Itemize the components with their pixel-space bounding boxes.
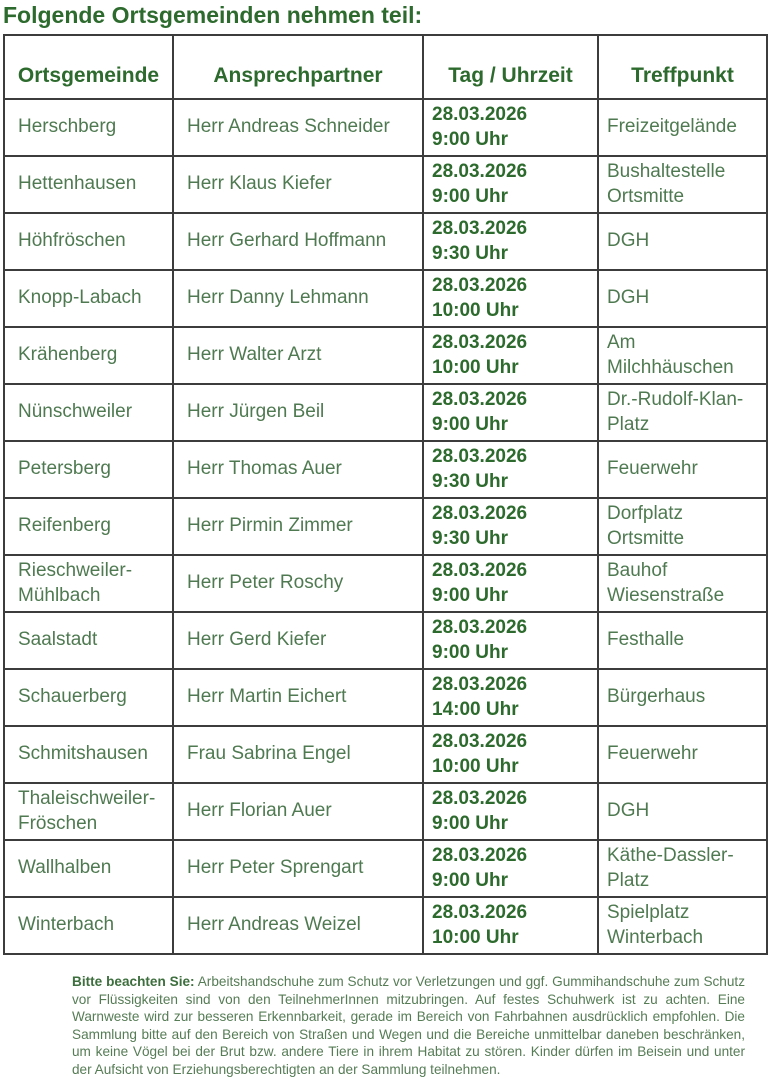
cell-ortsgemeinde: Petersberg [4, 441, 173, 498]
time-line: 9:00 Uhr [432, 185, 509, 207]
table-row [4, 213, 767, 270]
time-line: 10:00 Uhr [432, 299, 519, 321]
table-row [4, 555, 767, 612]
table-row [4, 783, 767, 840]
cell-ansprechpartner: Herr Andreas Weizel [173, 897, 423, 954]
cell-ortsgemeinde: Schauerberg [4, 669, 173, 726]
cell-ortsgemeinde: Hettenhausen [4, 156, 173, 213]
table-header-row [4, 35, 767, 99]
cell-treffpunkt: Dorfplatz Ortsmitte [598, 498, 767, 555]
date-line: 28.03.2026 [432, 389, 528, 410]
footnote-label: Bitte beachten Sie: [72, 974, 195, 989]
table-row [4, 897, 767, 954]
cell-tag-uhrzeit [423, 669, 598, 726]
table-row [4, 612, 767, 669]
cell-treffpunkt: Spielplatz Winterbach [598, 897, 767, 954]
cell-ansprechpartner: Herr Peter Roschy [173, 555, 423, 612]
cell-tag-uhrzeit [423, 156, 598, 213]
cell-ansprechpartner: Herr Florian Auer [173, 783, 423, 840]
date-line: 28.03.2026 [432, 617, 528, 638]
cell-treffpunkt: Freizeitgelände [598, 99, 767, 156]
cell-ansprechpartner: Herr Walter Arzt [173, 327, 423, 384]
cell-treffpunkt: Feuerwehr [598, 726, 767, 783]
cell-ansprechpartner: Herr Pirmin Zimmer [173, 498, 423, 555]
cell-ortsgemeinde: Herschberg [4, 99, 173, 156]
cell-ansprechpartner: Herr Thomas Auer [173, 441, 423, 498]
table-row [4, 669, 767, 726]
column-header: Ortsgemeinde [4, 35, 173, 99]
date-line: 28.03.2026 [432, 902, 528, 923]
cell-treffpunkt: Käthe-Dassler-Platz [598, 840, 767, 897]
date-line: 28.03.2026 [432, 503, 528, 524]
column-header: Tag / Uhrzeit [423, 35, 598, 99]
cell-treffpunkt: Am Milchhäuschen [598, 327, 767, 384]
cell-treffpunkt: DGH [598, 270, 767, 327]
cell-ortsgemeinde: Nünschweiler [4, 384, 173, 441]
cell-treffpunkt: Bauhof Wiesenstraße [598, 555, 767, 612]
date-line: 28.03.2026 [432, 332, 528, 353]
table-row [4, 270, 767, 327]
cell-ortsgemeinde: Saalstadt [4, 612, 173, 669]
cell-ortsgemeinde: Thaleischweiler-Fröschen [4, 783, 173, 840]
time-line: 9:00 Uhr [432, 413, 509, 435]
cell-tag-uhrzeit [423, 213, 598, 270]
cell-ansprechpartner: Herr Gerd Kiefer [173, 612, 423, 669]
cell-ortsgemeinde: Höhfröschen [4, 213, 173, 270]
cell-tag-uhrzeit [423, 783, 598, 840]
date-line: 28.03.2026 [432, 446, 528, 467]
date-line: 28.03.2026 [432, 731, 528, 752]
date-line: 28.03.2026 [432, 104, 528, 125]
table-row [4, 156, 767, 213]
cell-ansprechpartner: Herr Peter Sprengart [173, 840, 423, 897]
time-line: 9:00 Uhr [432, 128, 509, 150]
cell-tag-uhrzeit [423, 441, 598, 498]
table-row [4, 441, 767, 498]
cell-treffpunkt: Feuerwehr [598, 441, 767, 498]
cell-tag-uhrzeit [423, 612, 598, 669]
cell-ansprechpartner: Herr Gerhard Hoffmann [173, 213, 423, 270]
cell-treffpunkt: DGH [598, 213, 767, 270]
table-row [4, 327, 767, 384]
date-line: 28.03.2026 [432, 161, 528, 182]
date-line: 28.03.2026 [432, 218, 528, 239]
cell-ansprechpartner: Herr Jürgen Beil [173, 384, 423, 441]
time-line: 9:30 Uhr [432, 527, 509, 549]
date-line: 28.03.2026 [432, 845, 528, 866]
cell-treffpunkt: Bushaltestelle Ortsmitte [598, 156, 767, 213]
time-line: 9:30 Uhr [432, 242, 509, 264]
cell-ortsgemeinde: Reifenberg [4, 498, 173, 555]
date-line: 28.03.2026 [432, 788, 528, 809]
cell-tag-uhrzeit [423, 897, 598, 954]
time-line: 9:00 Uhr [432, 869, 509, 891]
cell-tag-uhrzeit [423, 99, 598, 156]
cell-treffpunkt: Dr.-Rudolf-Klan-Platz [598, 384, 767, 441]
table-row [4, 726, 767, 783]
time-line: 9:00 Uhr [432, 641, 509, 663]
cell-tag-uhrzeit [423, 555, 598, 612]
time-line: 9:30 Uhr [432, 470, 509, 492]
footnote [72, 973, 745, 1079]
cell-ortsgemeinde: Schmitshausen [4, 726, 173, 783]
date-line: 28.03.2026 [432, 275, 528, 296]
time-line: 14:00 Uhr [432, 698, 519, 720]
cell-ansprechpartner: Herr Martin Eichert [173, 669, 423, 726]
page-title: Folgende Ortsgemeinden nehmen teil: [3, 2, 423, 28]
cell-ortsgemeinde: Rieschweiler-Mühlbach [4, 555, 173, 612]
date-line: 28.03.2026 [432, 560, 528, 581]
table-row [4, 498, 767, 555]
time-line: 10:00 Uhr [432, 356, 519, 378]
table-row [4, 840, 767, 897]
cell-tag-uhrzeit [423, 498, 598, 555]
cell-tag-uhrzeit [423, 384, 598, 441]
time-line: 10:00 Uhr [432, 755, 519, 777]
time-line: 9:00 Uhr [432, 584, 509, 606]
cell-treffpunkt: DGH [598, 783, 767, 840]
date-line: 28.03.2026 [432, 674, 528, 695]
cell-ortsgemeinde: Krähenberg [4, 327, 173, 384]
cell-ortsgemeinde: Winterbach [4, 897, 173, 954]
time-line: 9:00 Uhr [432, 812, 509, 834]
cell-ansprechpartner: Frau Sabrina Engel [173, 726, 423, 783]
cell-ansprechpartner: Herr Danny Lehmann [173, 270, 423, 327]
cell-tag-uhrzeit [423, 726, 598, 783]
cell-ansprechpartner: Herr Klaus Kiefer [173, 156, 423, 213]
column-header: Ansprechpartner [173, 35, 423, 99]
cell-tag-uhrzeit [423, 840, 598, 897]
footnote-text: Arbeitshandschuhe zum Schutz vor Verletzungen und ggf. Gummihandschuhe zum Schutz vor Flüssigkeiten sind von den TeilnehmerInnen mitzubringen. Auf festes Schuhwerk ist zu achten. Eine Warnweste wird zur besseren Erkennbarkeit, gerade im Bereich von Fahrbahnen ausdrücklich empfohlen. Die Sammlung bitte auf den Bereich von Straßen und Wegen und die Bereiche unmittelbar daneben beschränken, um keine Vögel bei der Brut bzw. andere Tiere in ihrem Habitat zu stören. Kinder dürfen im Beisein und unter der Aufsicht von Erziehungsberechtigten an der Sammlung teilnehmen. [72, 974, 745, 1077]
cell-ortsgemeinde: Wallhalben [4, 840, 173, 897]
table-body [4, 99, 767, 954]
cell-tag-uhrzeit [423, 270, 598, 327]
cell-ortsgemeinde: Knopp-Labach [4, 270, 173, 327]
table-row [4, 99, 767, 156]
cell-treffpunkt: Festhalle [598, 612, 767, 669]
table-row [4, 384, 767, 441]
participants-table [3, 34, 768, 955]
cell-tag-uhrzeit [423, 327, 598, 384]
cell-ansprechpartner: Herr Andreas Schneider [173, 99, 423, 156]
time-line: 10:00 Uhr [432, 926, 519, 948]
cell-treffpunkt: Bürgerhaus [598, 669, 767, 726]
column-header: Treffpunkt [598, 35, 767, 99]
